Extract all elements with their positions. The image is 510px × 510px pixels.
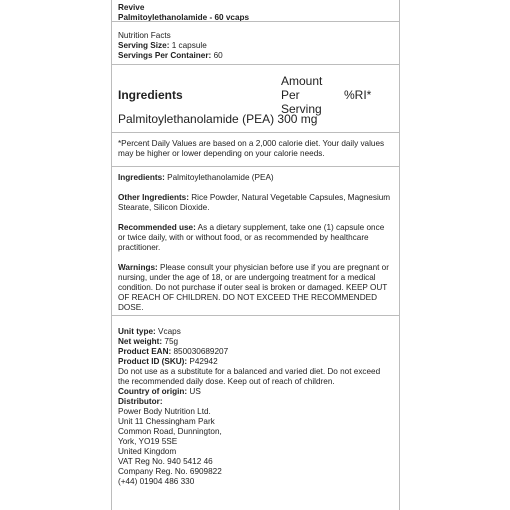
ingredients-section: [112, 166, 399, 315]
sku-label: Product ID (SKU):: [118, 357, 188, 366]
footnote-text: *Percent Daily Values are based on a 2,000 calorie diet. Your daily values may be higher or lower depending on your calorie needs.: [118, 139, 385, 158]
recommended-use-line: [118, 223, 393, 253]
unit-type-line: [118, 327, 393, 337]
ean-value: 850030689207: [173, 347, 229, 356]
ean-line: [118, 347, 393, 357]
distributor-line: Unit 11 Chessingham Park: [118, 417, 215, 426]
row-ingredient-name: Palmitoylethanolamide (PEA): [118, 112, 275, 126]
ingredients-label: Ingredients:: [118, 173, 165, 182]
distributor-line: United Kingdom: [118, 447, 177, 456]
net-weight-value: 75g: [164, 337, 179, 346]
distributor-line: VAT Reg No. 940 5412 46: [118, 457, 213, 466]
product-info-section: [112, 315, 399, 510]
sku-line: [118, 357, 393, 367]
row-amount: 300 mg: [277, 112, 318, 126]
warnings-label: Warnings:: [118, 263, 158, 272]
product-title: Palmitoylethanolamide - 60 vcaps: [118, 13, 250, 22]
unit-type-value: Vcaps: [158, 327, 181, 336]
distributor-line: Company Reg. No. 6909822: [118, 467, 222, 476]
country-label: Country of origin:: [118, 387, 188, 396]
ri-column-header: %RI*: [344, 88, 372, 102]
servings-value: 60: [213, 51, 223, 60]
disclaimer-text: Do not use as a substitute for a balanced and varied diet. Do not exceed the recommended daily dose. Keep out of reach of children.: [118, 367, 381, 386]
unit-type-label: Unit type:: [118, 327, 156, 336]
recommended-use-label: Recommended use:: [118, 223, 196, 232]
serving-size-label: Serving Size:: [118, 41, 170, 50]
amount-column-header: Amount Per Serving: [281, 74, 323, 116]
brand-name: Revive: [118, 3, 145, 12]
other-ingredients-line: [118, 193, 393, 213]
country-value: US: [189, 387, 201, 396]
servings-per-container: [118, 51, 393, 61]
daily-values-footnote: [112, 132, 399, 166]
warnings-value: Please consult your physician before use if you are pregnant or nursing, under the age of 18, or are undergoing treatment for a medical condition. Do not purchase if outer seal is broken or damaged. KEEP OUT OF REACH OF CHILDREN. DO NOT EXCEED THE RECOMMENDED DOSE.: [118, 263, 389, 312]
nutrition-table: [112, 64, 399, 132]
distributor-line: York, YO19 5SE: [118, 437, 178, 446]
serving-size: [118, 41, 393, 51]
serving-size-value: 1 capsule: [171, 41, 207, 50]
nutrition-facts-section: [112, 21, 399, 64]
distributor-line: Common Road, Dunnington,: [118, 427, 222, 436]
table-row: [118, 112, 317, 126]
ingredients-value: Palmitoylethanolamide (PEA): [167, 173, 274, 182]
warnings-line: [118, 263, 393, 313]
ean-label: Product EAN:: [118, 347, 172, 356]
nutrition-facts-title: Nutrition Facts: [118, 31, 171, 40]
ingredients-column-header: Ingredients: [118, 88, 183, 102]
country-line: [118, 387, 393, 397]
distributor-label: Distributor:: [118, 397, 163, 406]
net-weight-label: Net weight:: [118, 337, 163, 346]
supplement-label: [111, 0, 400, 510]
other-ingredients-label: Other Ingredients:: [118, 193, 189, 202]
servings-label: Servings Per Container:: [118, 51, 212, 60]
ingredients-line: [118, 173, 393, 183]
distributor-line: (+44) 01904 486 330: [118, 477, 195, 486]
sku-value: P42942: [189, 357, 218, 366]
other-ingredients-value: Rice Powder, Natural Vegetable Capsules, Magnesium Stearate, Silicon Dioxide.: [118, 193, 391, 212]
recommended-use-value: As a dietary supplement, take one (1) capsule once or twice daily, with or without food, or as recommended by healthcare practitioner.: [118, 223, 385, 252]
distributor-line: Power Body Nutrition Ltd.: [118, 407, 211, 416]
label-header: [112, 0, 399, 21]
net-weight-line: [118, 337, 393, 347]
